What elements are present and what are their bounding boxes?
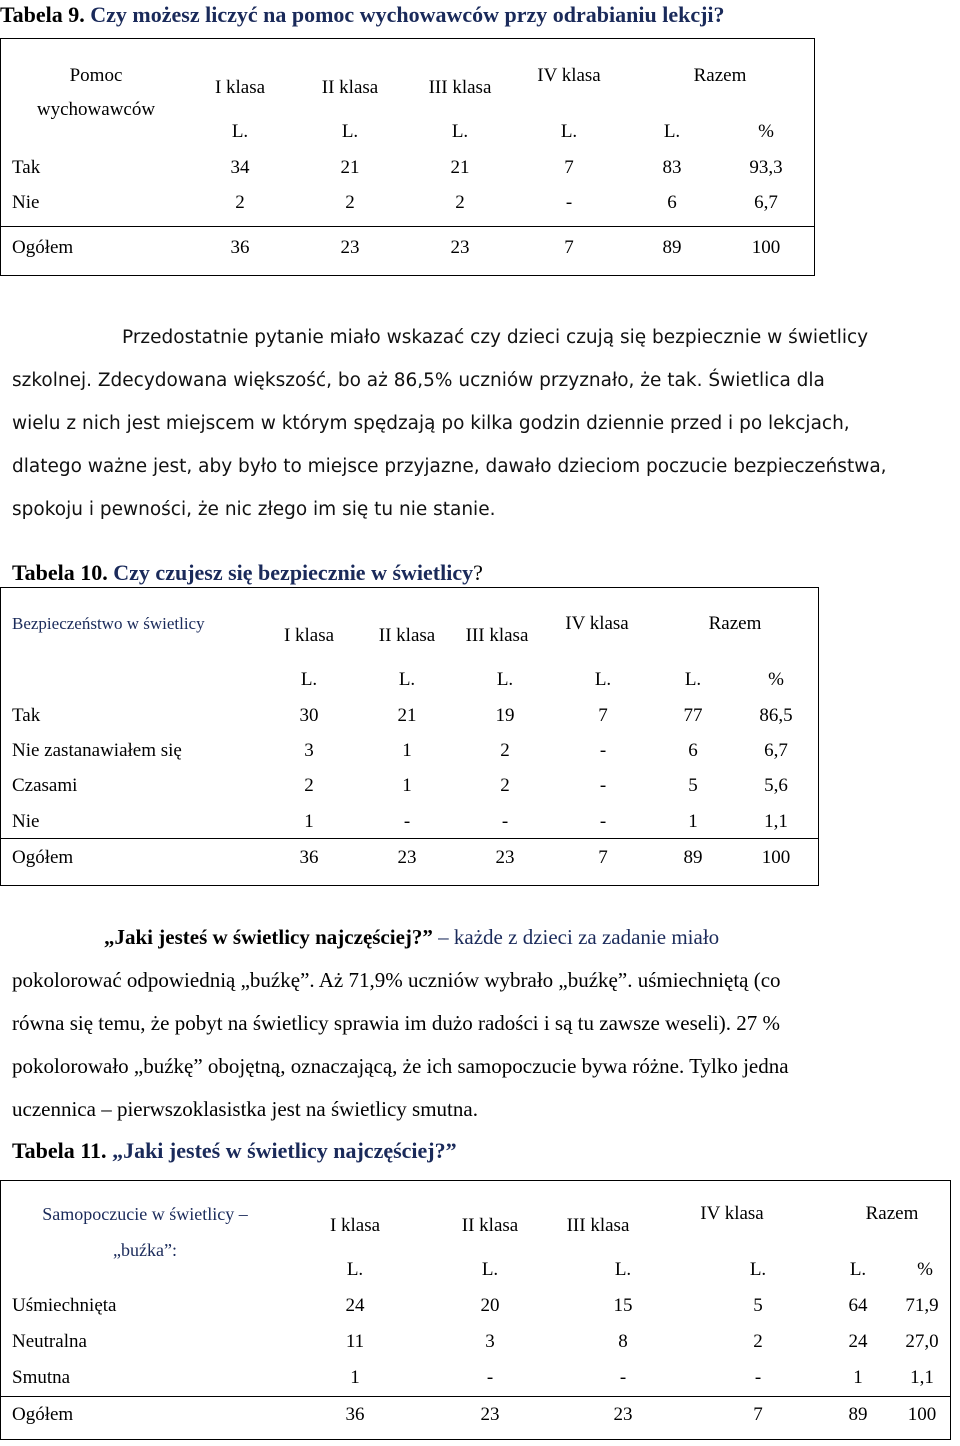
paragraph2-line1 (104, 925, 719, 950)
table9-unit-3: L. (451, 121, 469, 142)
table11-unit-6: % (917, 1259, 933, 1280)
table10-cell: 2 (304, 775, 314, 796)
table11-cell: 24 (345, 1295, 365, 1316)
paragraph2-line5: uczennica – pierwszoklasistka jest na świetlicy smutna. (12, 1097, 478, 1121)
table10-cell: 6,7 (764, 740, 788, 761)
table10-cell: 5 (688, 775, 698, 796)
table11-unit-5: L. (849, 1259, 867, 1280)
table9-cell: 2 (345, 192, 355, 213)
table9-row-label: Tak (12, 157, 41, 178)
table10-cell: 1 (402, 740, 412, 761)
table10-title-prefix: Tabela 10. (12, 560, 108, 585)
table9-total-cell: 7 (564, 237, 574, 258)
table9-cell: - (565, 192, 573, 213)
table11-cell: 11 (345, 1331, 365, 1352)
table10-total-label: Ogółem (12, 847, 74, 868)
table11-total-cell: 89 (848, 1404, 868, 1425)
table9-cell: 2 (455, 192, 465, 213)
table10-unit-6: % (768, 669, 784, 690)
paragraph2-line3: równa się temu, że pobyt na świetlicy sprawia im dużo radości i są tu zawsze weseli). 27 % (12, 1011, 781, 1035)
table11-cell: 20 (480, 1295, 500, 1316)
table10-unit-2: L. (398, 669, 416, 690)
table10-cell: 2 (500, 740, 510, 761)
table11-header-1: I klasa (329, 1215, 381, 1236)
table10-total-divider (0, 838, 819, 839)
table10-row-label: Czasami (12, 775, 78, 796)
table9-title (0, 2, 725, 28)
table9-total-cell: 36 (230, 237, 250, 258)
table9-cell: 21 (340, 157, 360, 178)
table10-cell: 5,6 (764, 775, 788, 796)
table10-cell: 30 (299, 705, 319, 726)
table11-cell: - (486, 1367, 494, 1388)
table10-header-3: III klasa (465, 625, 529, 646)
table11-total-cell: 23 (480, 1404, 500, 1425)
table9-cell: 7 (564, 157, 574, 178)
table9-total-cell: 23 (450, 237, 470, 258)
table10-cell: 19 (495, 705, 515, 726)
table9-cell: 6 (667, 192, 677, 213)
table10-cell: 1 (402, 775, 412, 796)
table11-header-2: II klasa (461, 1215, 519, 1236)
table11-cell: 71,9 (905, 1295, 939, 1316)
table11-row-label: Neutralna (12, 1331, 87, 1352)
table10-header-5: Razem (708, 613, 762, 634)
table10-unit-1: L. (300, 669, 318, 690)
table11-cell: 2 (753, 1331, 763, 1352)
table11-cell: 24 (848, 1331, 868, 1352)
table11-header-4: IV klasa (700, 1203, 764, 1224)
table11-col0-line1: Samopoczucie w świetlicy – (42, 1204, 248, 1224)
table10-unit-5: L. (684, 669, 702, 690)
table9-header-2: II klasa (321, 77, 379, 98)
table10-total-cell: 36 (299, 847, 319, 868)
table11-unit-1: L. (346, 1259, 364, 1280)
table11-unit-3: L. (614, 1259, 632, 1280)
table11-cell: 8 (618, 1331, 628, 1352)
table10-cell: 3 (304, 740, 314, 761)
table10-cell: 21 (397, 705, 417, 726)
table10-cell: - (501, 811, 509, 832)
table9-cell: 21 (450, 157, 470, 178)
table10-unit-3: L. (496, 669, 514, 690)
table10-total-cell: 23 (397, 847, 417, 868)
table9-unit-5: L. (663, 121, 681, 142)
table10-title (12, 560, 483, 586)
table9-total-cell: 100 (751, 237, 781, 258)
table10-total-cell: 23 (495, 847, 515, 868)
table11-unit-4: L. (749, 1259, 767, 1280)
table9-unit-1: L. (231, 121, 249, 142)
table11-total-divider (0, 1396, 951, 1397)
table11-col0-line2: „buźka”: (113, 1240, 177, 1260)
table10-row-label: Nie (12, 811, 40, 832)
paragraph2-line1-rest: – każde z dzieci za zadanie miało (432, 925, 720, 949)
table10-header-2: II klasa (378, 625, 436, 646)
table9-header-5: Razem (693, 65, 747, 86)
table10-title-suffix: ? (473, 560, 483, 585)
table11-cell: 3 (485, 1331, 495, 1352)
table9-header-4: IV klasa (537, 65, 601, 86)
table11-row-label: Uśmiechnięta (12, 1295, 117, 1316)
paragraph1-line5: spokoju i pewności, że nic złego im się tu nie stanie. (12, 499, 496, 520)
paragraph2-line4: pokolorowało „buźkę” obojętną, oznaczającą, że ich samopoczucie bywa różne. Tylko jedna (12, 1054, 789, 1078)
table10-total-cell: 100 (761, 847, 791, 868)
table11-cell: - (619, 1367, 627, 1388)
table11-header-3: III klasa (566, 1215, 630, 1236)
table9-cell: 83 (662, 157, 682, 178)
table11-total-cell: 36 (345, 1404, 365, 1425)
table9-unit-4: L. (560, 121, 578, 142)
table9-header-3: III klasa (428, 77, 492, 98)
table10-total-cell: 89 (683, 847, 703, 868)
table10-cell: - (599, 740, 607, 761)
table11-cell: 1,1 (910, 1367, 934, 1388)
table10-cell: 77 (683, 705, 703, 726)
table9-row-label: Nie (12, 192, 40, 213)
table10-row-label: Tak (12, 705, 41, 726)
table10-cell: - (599, 811, 607, 832)
paragraph1-line4: dlatego ważne jest, aby było to miejsce przyjazne, dawało dzieciom poczucie bezpieczeństwa, (12, 456, 887, 477)
table10-unit-4: L. (594, 669, 612, 690)
table11-cell: 15 (613, 1295, 633, 1316)
table11-total-cell: 100 (907, 1404, 937, 1425)
table10-cell: 1,1 (764, 811, 788, 832)
table10-cell: - (599, 775, 607, 796)
table11-total-cell: 7 (753, 1404, 763, 1425)
table11-header-5: Razem (865, 1203, 919, 1224)
table11-unit-2: L. (481, 1259, 499, 1280)
table10-cell: 7 (598, 705, 608, 726)
table10-cell: 2 (500, 775, 510, 796)
table11-cell: 1 (350, 1367, 360, 1388)
table11-total-cell: 23 (613, 1404, 633, 1425)
table10-cell: 1 (688, 811, 698, 832)
table9-total-divider (0, 226, 815, 227)
table9-title-text: Czy możesz liczyć na pomoc wychowawców przy odrabianiu lekcji? (84, 2, 725, 27)
paragraph1-line2: szkolnej. Zdecydowana większość, bo aż 86,5% uczniów przyznało, że tak. Świetlica dla (12, 370, 825, 391)
table9-unit-6: % (758, 121, 774, 142)
paragraph2-question: „Jaki jesteś w świetlicy najczęściej?” (104, 925, 433, 949)
table11-title (12, 1138, 457, 1164)
table11-cell: - (754, 1367, 762, 1388)
table10-title-text: Czy czujesz się bezpiecznie w świetlicy (107, 560, 474, 585)
table10-col0-header: Bezpieczeństwo w świetlicy (12, 614, 205, 633)
table10-total-cell: 7 (598, 847, 608, 868)
table10-row-label: Nie zastanawiałem się (12, 740, 182, 761)
table9-title-prefix: Tabela 9. (0, 2, 85, 27)
table9-header-1: I klasa (214, 77, 266, 98)
table9-unit-2: L. (341, 121, 359, 142)
paragraph1-line3: wielu z nich jest miejscem w którym spędzają po kilka godzin dziennie przed i po lekcjach, (12, 413, 850, 434)
table9-cell: 34 (230, 157, 250, 178)
table11-cell: 5 (753, 1295, 763, 1316)
table10-cell: 1 (304, 811, 314, 832)
table11-title-prefix: Tabela 11. (12, 1138, 107, 1163)
table11-title-text: „Jaki jesteś w świetlicy najczęściej?” (106, 1138, 457, 1163)
table9-total-cell: 89 (662, 237, 682, 258)
paragraph2-line2: pokolorować odpowiednią „buźkę”. Aż 71,9% uczniów wybrało „buźkę”. uśmiechniętą (co (12, 968, 781, 992)
paragraph1-line1: Przedostatnie pytanie miało wskazać czy dzieci czują się bezpiecznie w świetlicy (122, 327, 869, 348)
table11-cell: 27,0 (905, 1331, 939, 1352)
table10-header-4: IV klasa (565, 613, 629, 634)
table9-total-label: Ogółem (12, 237, 74, 258)
table10-cell: 6 (688, 740, 698, 761)
table10-cell: - (403, 811, 411, 832)
table9-cell: 93,3 (749, 157, 783, 178)
table10-cell: 86,5 (759, 705, 793, 726)
table11-row-label: Smutna (12, 1367, 71, 1388)
table9-col0-line1: Pomoc (69, 65, 123, 86)
table10-header-1: I klasa (283, 625, 335, 646)
table9-col0-line2: wychowawców (36, 99, 156, 120)
table11-cell: 1 (853, 1367, 863, 1388)
table11-total-label: Ogółem (12, 1404, 74, 1425)
table9-cell: 6,7 (754, 192, 778, 213)
table9-cell: 2 (235, 192, 245, 213)
table11-cell: 64 (848, 1295, 868, 1316)
table9-total-cell: 23 (340, 237, 360, 258)
